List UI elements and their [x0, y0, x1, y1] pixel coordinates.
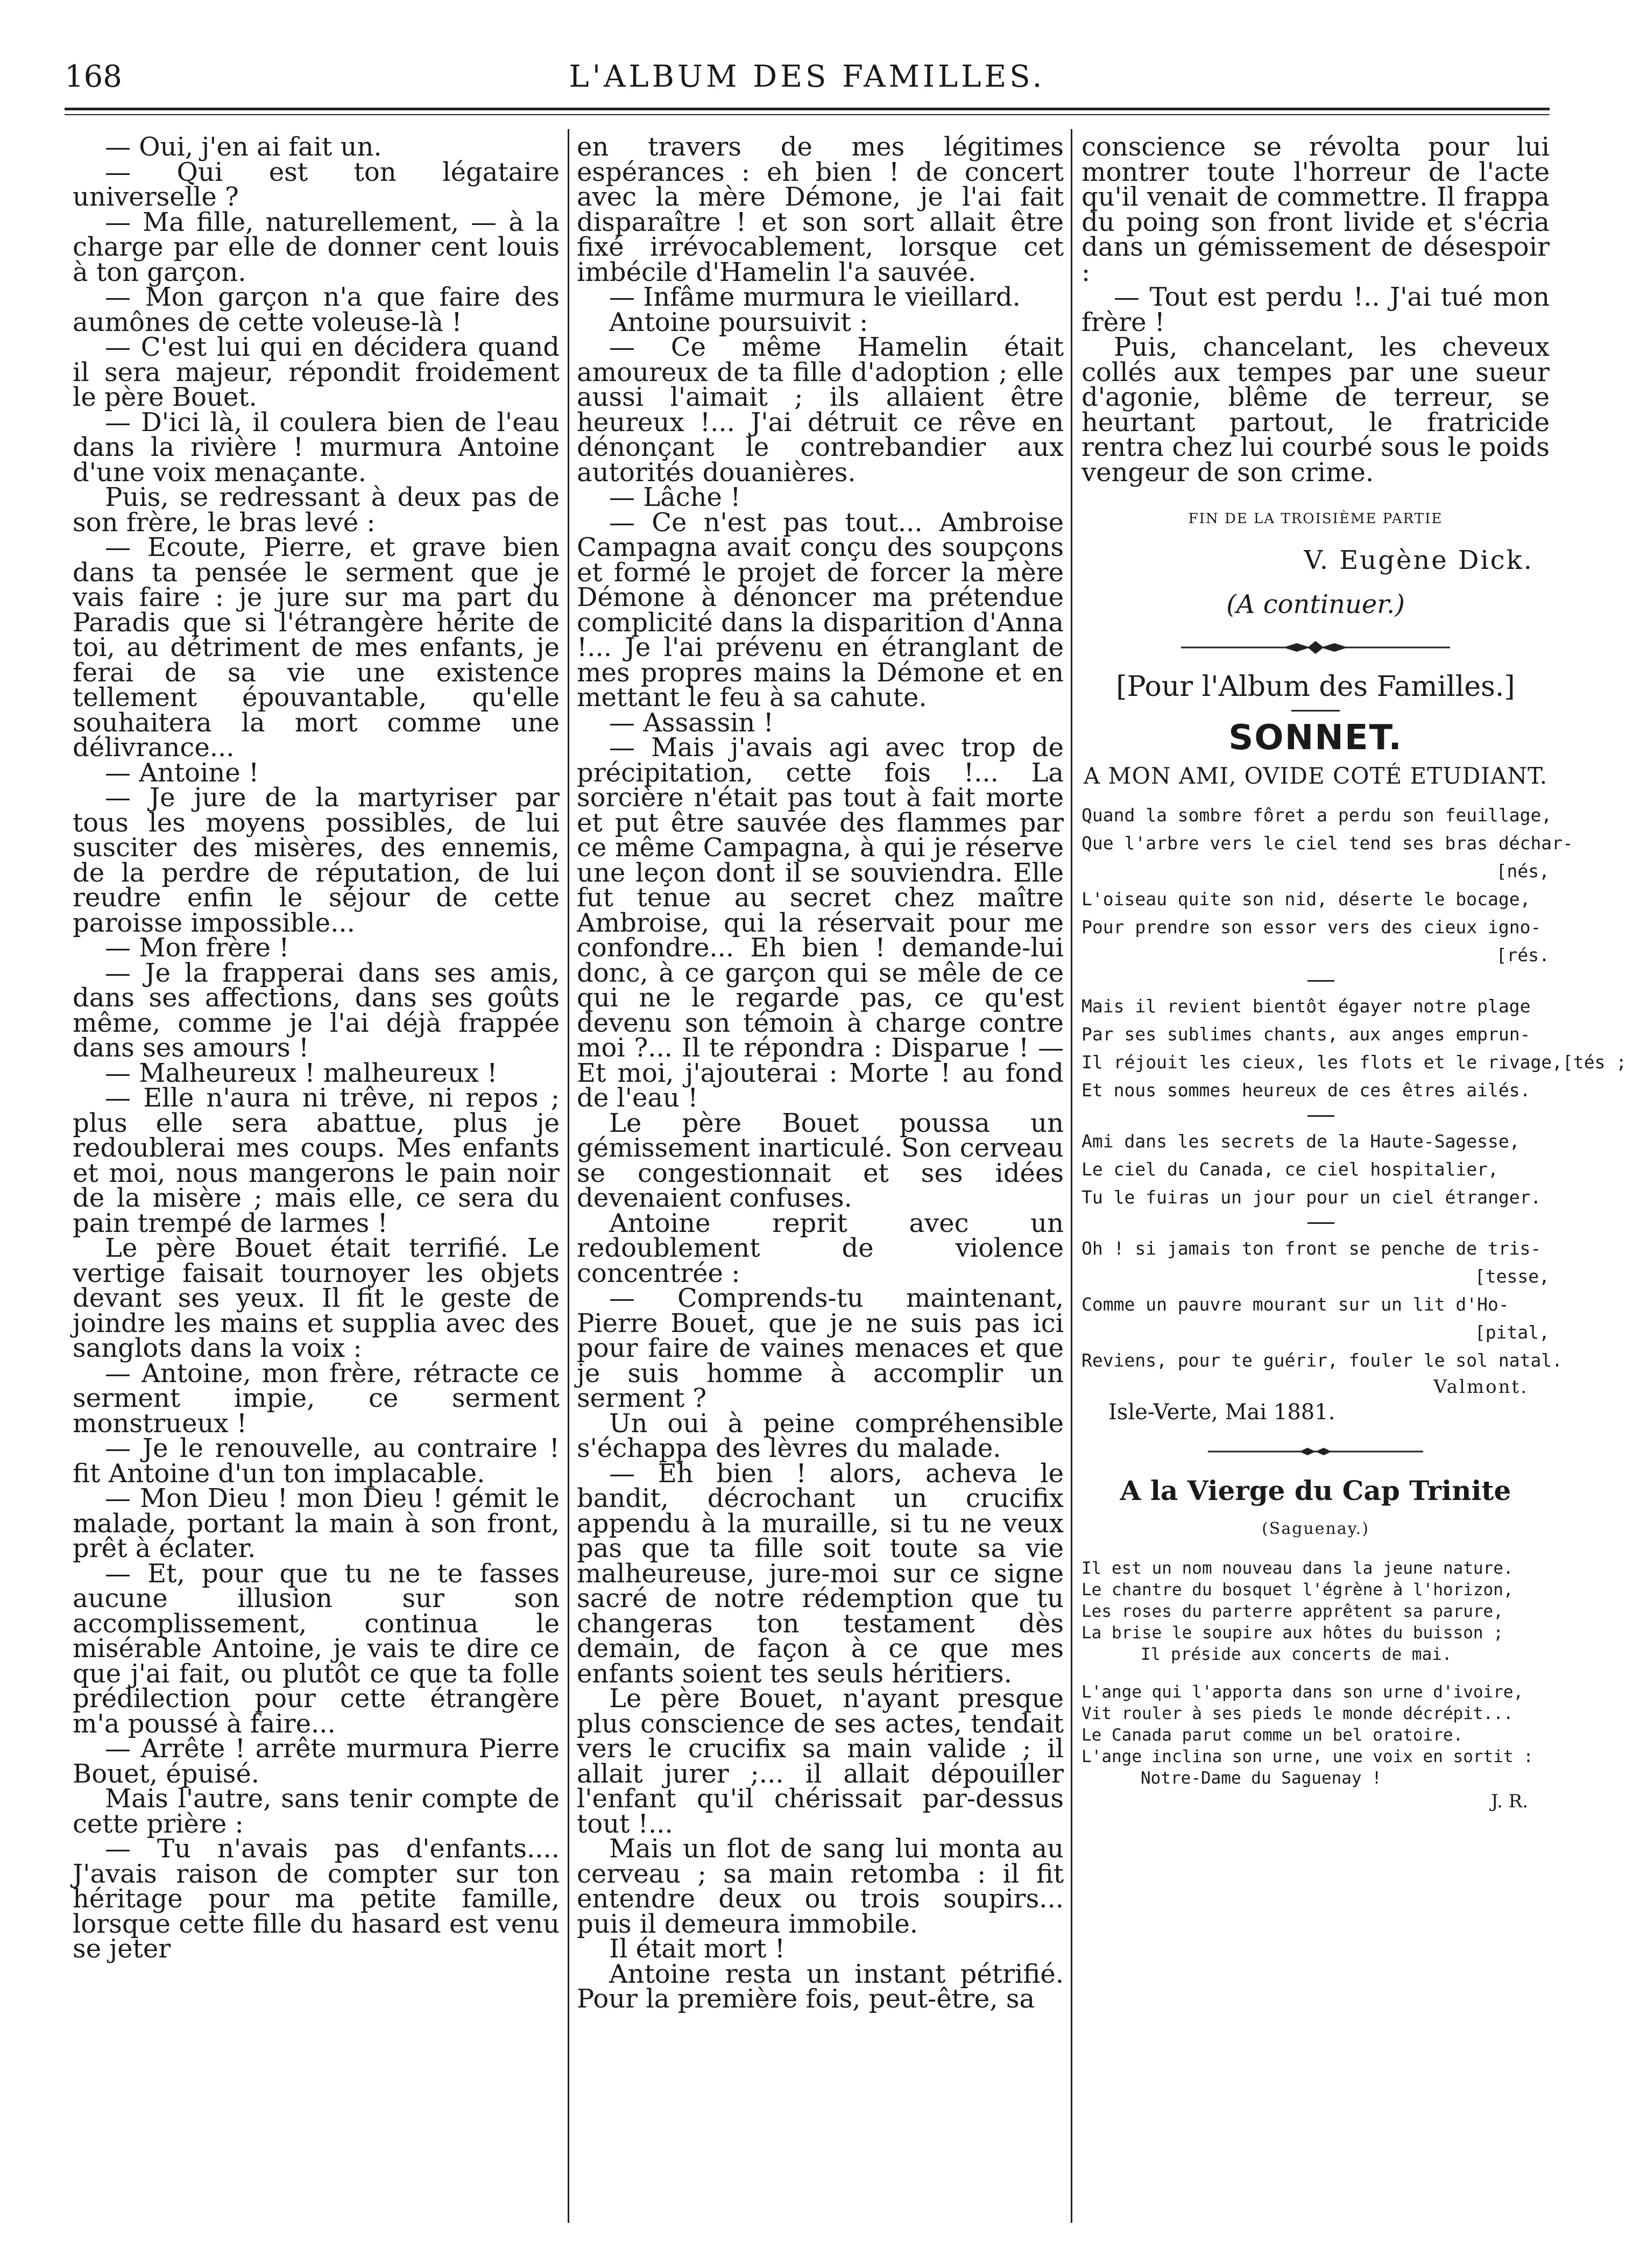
stanza-gap	[1081, 1665, 1550, 1681]
poem-line: Le ciel du Canada, ce ciel hospitalier,	[1081, 1159, 1498, 1180]
hymn-signature: J. R.	[1490, 1791, 1528, 1812]
poem-line: [tesse,	[1474, 1266, 1550, 1287]
paragraph: Un oui à peine compréhensible s'échappa des lèvres du malade.	[577, 1408, 1064, 1463]
paragraph-continued: en travers de mes légitimes espérances : eh bien ! de concert avec la mère Démone, je l'ai fait disparaître ! et son sort allait être fixé irrévocablement, lorsque cet imbécile d'Hamelin l'a sauvée.	[577, 132, 1064, 287]
paragraph: — Mon frère !	[105, 933, 289, 963]
paragraph: — Ce n'est pas tout... Ambroise Campagna avait conçu des soupçons et formé le projet de forcer la mère Démone à dénoncer ma prétendue complicité dans la disparition d'Anna !... Je l'ai prévenu en étranglant de mes propres mains la Démone et en mettant le feu à sa cahute.	[577, 507, 1064, 713]
poem-line: Comme un pauvre mourant sur un lit d'Ho-	[1081, 1294, 1509, 1315]
poem-line: [pital,	[1474, 1322, 1550, 1343]
author-signature: V. Eugène Dick.	[1304, 545, 1533, 575]
sonnet-dedication: A MON AMI, OVIDE COTÉ ETUDIANT.	[1083, 762, 1548, 789]
sonnet-body	[1081, 801, 1627, 1375]
text-column-2	[577, 132, 1064, 2014]
poem-line: L'ange qui l'apporta dans son urne d'ivoire,	[1081, 1682, 1524, 1702]
poem-line: Vit rouler à ses pieds le monde décrépit...	[1081, 1704, 1514, 1723]
poem-line: Notre-Dame du Saguenay !	[1141, 1769, 1382, 1788]
paragraph: — Je jure de la martyriser par tous les moyens possibles, de lui susciter des misères, des ennemis, de la perdre de réputation, de lui reudre enfin le séjour de cette paroisse impossible...	[73, 783, 560, 938]
sonnet-signature: Valmont.	[1433, 1376, 1528, 1398]
paragraph: — Oui, j'en ai fait un.	[105, 132, 382, 162]
poem-line: Ami dans les secrets de la Haute-Sagesse,	[1081, 1131, 1520, 1152]
header-rule-thin	[65, 114, 1550, 115]
poem-line: Le chantre du bosquet l'égrène à l'horizon,	[1081, 1580, 1514, 1600]
paragraph-continued: conscience se révolta pour lui montrer toute l'horreur de l'acte qu'il venait de commettre. Il frappa du poing son front livide et s'écria dans un gémissement de désespoir :	[1081, 132, 1550, 287]
stanza-divider	[1307, 980, 1334, 982]
poem-line: Il réjouit les cieux, les flots et le rivage,[tés ;	[1081, 1052, 1627, 1073]
short-rule	[1291, 710, 1340, 712]
paragraph: — Je la frapperai dans ses amis, dans ses affections, dans ses goûts même, comme je l'ai déjà frappée dans ses amours !	[73, 957, 560, 1063]
paragraph: Mais un flot de sang lui monta au cerveau ; sa main retomba : il fit entendre deux ou trois soupirs... puis il demeura immobile.	[577, 1834, 1064, 1939]
paragraph: — Ma fille, naturellement, — à la charge par elle de donner cent louis à ton garçon.	[73, 207, 560, 287]
poem-line: L'oiseau quite son nid, déserte le bocage,	[1081, 889, 1531, 910]
end-of-part-label: FIN DE LA TROISIÈME PARTIE	[1188, 511, 1443, 527]
stanza-divider	[1307, 1222, 1334, 1224]
hymn-title: A la Vierge du Cap Trinite	[1120, 1475, 1511, 1506]
paragraph: — Mon garçon n'a que faire des aumônes de cette voleuse-là !	[73, 282, 560, 337]
sonnet-title: SONNET.	[1228, 718, 1403, 758]
paragraph: — Malheureux ! malheureux !	[105, 1058, 498, 1088]
paragraph: Le père Bouet poussa un gémissement inarticulé. Son cerveau se congestionnait et ses idées devenaient confuses.	[577, 1108, 1064, 1213]
paragraph: — Mais j'avais agi avec trop de précipitation, cette fois !... La sorcière n'était pas tout à fait morte et put être sauvée des flammes par ce même Campagna, à qui je réserve une leçon dont il se souviendra. Elle fut tenue au secret chez maître Ambroise, qui la réservait pour me confondre... Eh bien ! demande-lui donc, à ce garçon qui se mêle de ce qui ne le regarde pas, ce qu'est devenu son témoin à charge contre moi ?... Il te répondra : Disparue ! — Et moi, j'ajouterai : Morte ! au fond de l'eau !	[577, 732, 1064, 1113]
poem-line: Tu le fuiras un jour pour un ciel étranger.	[1081, 1187, 1542, 1208]
column-divider	[568, 129, 569, 2223]
poem-line: [nés,	[1496, 861, 1550, 882]
paragraph: — Elle n'aura ni trêve, ni repos ; plus elle sera abattue, plus je redoublerai mes coups. Mes enfants et moi, nous mangerons le pain noir de la misère ; mais elle, ce sera du pain trempé de larmes !	[73, 1083, 560, 1238]
paragraph: — Ce même Hamelin était amoureux de ta fille d'adoption ; elle aussi l'aimait ; ils allaient être heureux !... J'ai détruit ce rêve en dénonçant le contrebandier aux autorités douanières.	[577, 332, 1064, 488]
paragraph: Antoine poursuivit :	[609, 307, 868, 337]
text-column-1	[73, 132, 560, 1964]
paragraph: — Eh bien ! alors, acheva le bandit, décrochant un crucifix appendu à la muraille, si tu ne veux pas que ta fille soit toute sa vie malheureuse, jure-moi sur ce signe sacré de notre rédemption que tu changeras ton testament dès demain, de façon à ce que mes enfants soient tes seuls héritiers.	[577, 1458, 1064, 1689]
poem-line: L'ange inclina son urne, une voix en sortit :	[1081, 1747, 1533, 1766]
to-be-continued: (A continuer.)	[1226, 589, 1405, 619]
poem-line: Par ses sublimes chants, aux anges emprun-	[1081, 1024, 1531, 1045]
hymn-body	[1081, 1558, 1550, 1789]
poem-line: Pour prendre son essor vers des cieux igno-	[1081, 917, 1542, 938]
paragraph: Antoine resta un instant pétrifié. Pour la première fois, peut-être, sa	[577, 1959, 1064, 2014]
poem-line: Le Canada parut comme un bel oratoire.	[1081, 1725, 1464, 1745]
poem-line: Les roses du parterre apprêtent sa parure,	[1081, 1602, 1503, 1621]
page-number: 168	[65, 59, 122, 94]
paragraph: — Et, pour que tu ne te fasses aucune illusion sur son accomplissement, continua le misérable Antoine, je vais te dire ce que j'ai fait, ou plutôt ce que ta folle prédilection pour cette étrangère m'a poussé à faire...	[73, 1558, 560, 1739]
paragraph: Mais l'autre, sans tenir compte de cette prière :	[73, 1784, 560, 1839]
poem-line: Il préside aux concerts de mai.	[1141, 1645, 1452, 1664]
paragraph: — Lâche !	[609, 482, 741, 512]
paragraph: Le père Bouet était terrifié. Le vertige faisait tournoyer les objets devant ses yeux. Il fit le geste de joindre les mains et supplia avec des sanglots dans la voix :	[73, 1233, 560, 1363]
paragraph: Puis, se redressant à deux pas de son frère, le bras levé :	[73, 482, 560, 538]
journal-title: L'ALBUM DES FAMILLES.	[569, 59, 1045, 94]
publication-note: [Pour l'Album des Familles.]	[1116, 670, 1515, 703]
paragraph: Puis, chancelant, les cheveux collés aux tempes par une sueur d'agonie, blême de terreur, se heurtant partout, le fratricide rentra chez lui courbé sous le poids vengeur de son crime.	[1081, 332, 1550, 488]
paragraph: — Infâme murmura le vieillard.	[609, 282, 1021, 312]
paragraph: — Arrête ! arrête murmura Pierre Bouet, épuisé.	[73, 1734, 560, 1789]
poem-line: Il est un nom nouveau dans la jeune nature.	[1081, 1559, 1514, 1578]
paragraph: — Ecoute, Pierre, et grave bien dans ta pensée le serment que je vais faire : je jure sur ma part du Paradis que si l'étrangère hérite de toi, au détriment de mes enfants, je ferai de sa vie une existence tellement épouvantable, qu'elle souhaitera la mort comme une délivrance...	[73, 532, 560, 763]
ornament-divider	[1181, 637, 1450, 658]
poem-line: Reviens, pour te guérir, fouler le sol natal.	[1081, 1350, 1563, 1371]
paragraph: Le père Bouet, n'ayant presque plus conscience de ses actes, tendait vers le crucifix sa main valide ; il allait jurer ;... il allait dépouiller l'enfant qu'il chérissait par-dessus tout !...	[577, 1684, 1064, 1839]
poem-line: Que l'arbre vers le ciel tend ses bras déchar-	[1081, 833, 1573, 854]
paragraph: — Tout est perdu !.. J'ai tué mon frère !	[1081, 282, 1550, 337]
page-header	[65, 59, 1550, 102]
text-column-3	[1081, 132, 1627, 1814]
paragraph: — Qui est ton légataire universelle ?	[73, 157, 560, 212]
ornament-divider	[1181, 1441, 1450, 1462]
sonnet-place-date: Isle-Verte, Mai 1881.	[1108, 1399, 1335, 1425]
paragraph: — Tu n'avais pas d'enfants.... J'avais raison de compter sur ton héritage pour ma petite famille, lorsque cette fille du hasard est venu se jeter	[73, 1834, 560, 1964]
paragraph: — Antoine !	[105, 757, 259, 788]
paragraph: Il était mort !	[609, 1934, 785, 1964]
poem-line: Mais il revient bientôt égayer notre plage	[1081, 996, 1531, 1017]
paragraph: — D'ici là, il coulera bien de l'eau dans la rivière ! murmura Antoine d'une voix menaçante.	[73, 407, 560, 488]
stanza-divider	[1307, 1115, 1334, 1117]
poem-line: La brise le soupire aux hôtes du buisson ;	[1081, 1623, 1503, 1643]
header-rule	[65, 108, 1550, 110]
poem-line: Quand la sombre fôret a perdu son feuillage,	[1081, 805, 1552, 826]
paragraph: — Assassin !	[609, 707, 774, 738]
column-divider	[1071, 129, 1072, 2223]
paragraph: — Comprends-tu maintenant, Pierre Bouet, que je ne suis pas ici pour faire de vaines menaces et que je suis homme à accomplir un serment ?	[577, 1283, 1064, 1413]
paragraph: — Mon Dieu ! mon Dieu ! gémit le malade, portant la main à son front, prêt à éclater.	[73, 1483, 560, 1563]
paragraph: — Je le renouvelle, au contraire ! fit Antoine d'un ton implacable.	[73, 1433, 560, 1489]
paragraph: Antoine reprit avec un redoublement de violence concentrée :	[577, 1208, 1064, 1288]
paragraph: — Antoine, mon frère, rétracte ce serment impie, ce serment monstrueux !	[73, 1358, 560, 1439]
poem-line: [rés.	[1496, 945, 1550, 966]
paragraph: — C'est lui qui en décidera quand il sera majeur, répondit froidement le père Bouet.	[73, 332, 560, 412]
hymn-subtitle: (Saguenay.)	[1262, 1519, 1369, 1538]
poem-line: Et nous sommes heureux de ces êtres ailés.	[1081, 1080, 1531, 1101]
poem-line: Oh ! si jamais ton front se penche de tris-	[1081, 1238, 1542, 1259]
